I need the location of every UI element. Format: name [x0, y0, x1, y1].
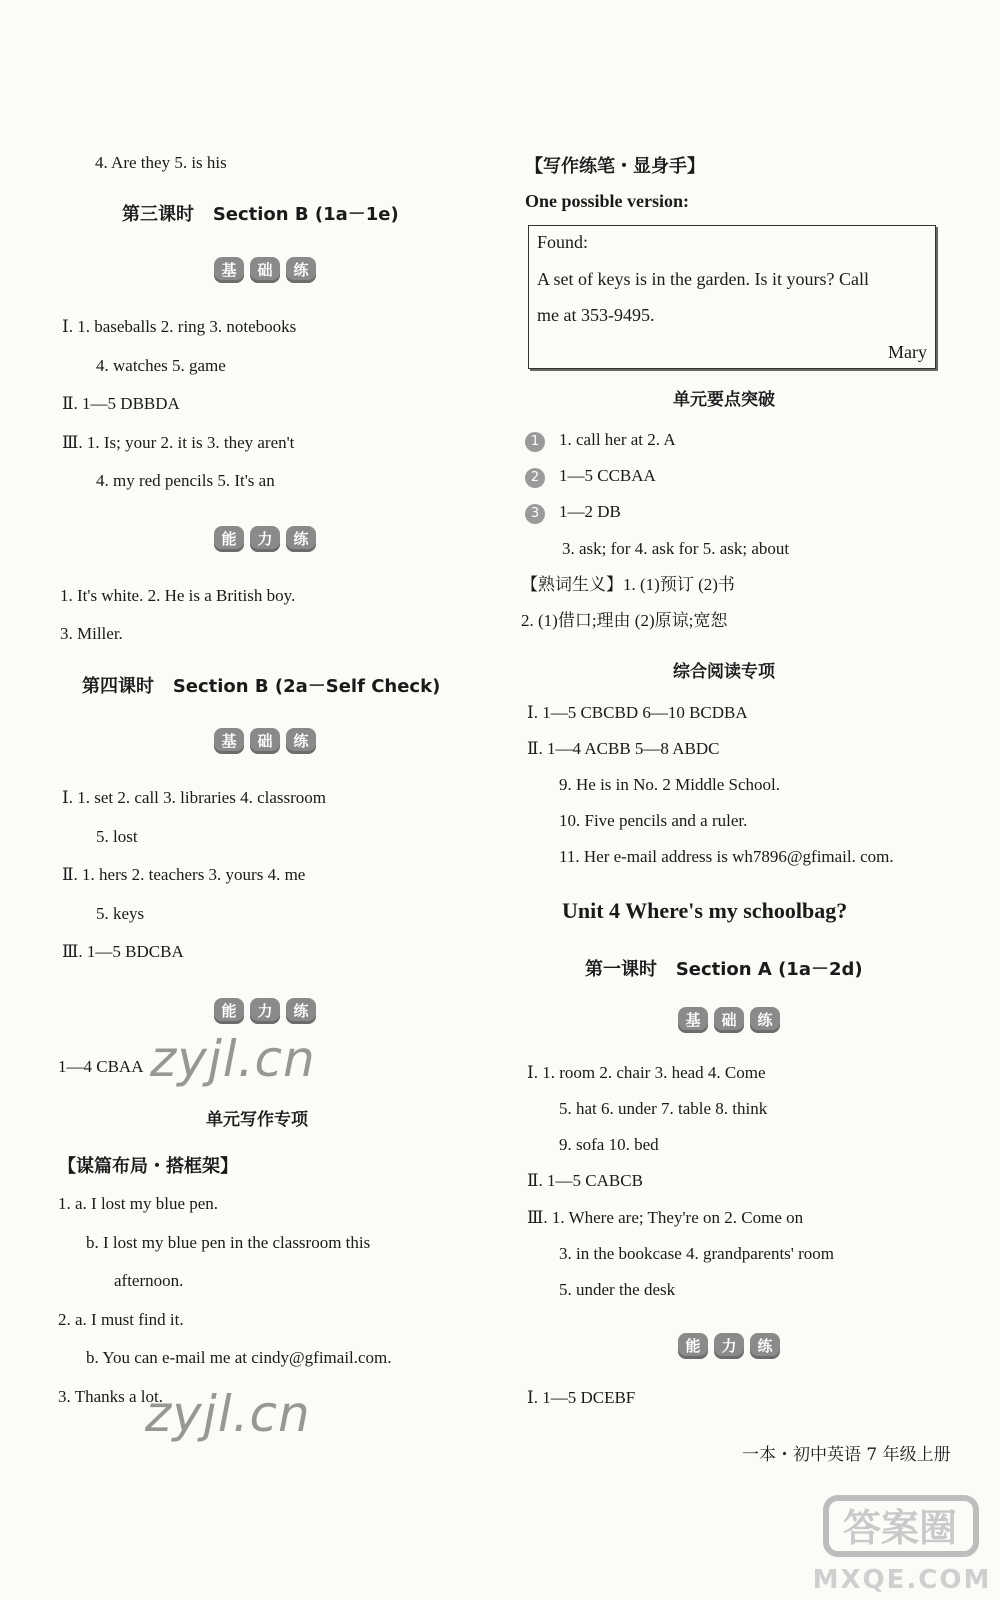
logo-text: 答案圈 [842, 1506, 958, 1550]
answer-line: 9. sofa 10. bed [559, 1135, 659, 1154]
lesson4-en: Section B (2a－Self Check) [172, 676, 441, 697]
badge-char: 力 [714, 1333, 744, 1359]
answer-line: Ⅲ. 1. Is; your 2. it is 3. they aren't [62, 433, 295, 452]
answer-line: Ⅲ. 1. Where are; They're on 2. Come on [527, 1208, 804, 1227]
notice-signature: Mary [888, 342, 927, 362]
page-footer: 一本・初中英语 7 年级上册 [742, 1445, 951, 1465]
answer-line: 10. Five pencils and a ruler. [559, 811, 748, 830]
lesson3-en: Section B (1a－1e) [212, 204, 399, 225]
answer-text: 1—5 CCBAA [559, 466, 656, 485]
answer-line: 3. in the bookcase 4. grandparents' room [559, 1244, 834, 1263]
badge-char: 练 [286, 728, 316, 754]
svg-text:MXQE.COM: MXQE.COM [812, 1565, 992, 1595]
lesson4-heading [82, 672, 440, 698]
answer-line: 1—4 CBAA [58, 1057, 144, 1076]
answer-line: Ⅱ. 1—4 ACBB 5—8 ABDC [527, 739, 720, 758]
answer-line: 5. hat 6. under 7. table 8. think [559, 1099, 768, 1118]
answer-text: 1—2 DB [559, 502, 621, 521]
version-label: One possible version: [525, 191, 690, 211]
reading-section-title: 综合阅读专项 [673, 662, 775, 682]
right-column [521, 0, 1000, 1600]
badge-ability-practice [678, 1333, 780, 1359]
answer-line: 4. my red pencils 5. It's an [96, 471, 275, 490]
answer-line: 4. Are they 5. is his [95, 153, 227, 172]
answer-line: 3. Thanks a lot. [58, 1387, 163, 1406]
badge-char: 础 [250, 728, 280, 754]
badge-char: 基 [214, 728, 244, 754]
badge-basic-practice [214, 257, 316, 283]
lesson1-cn: 第一课时 [585, 959, 657, 980]
site-logo-icon [812, 1478, 1000, 1600]
badge-char: 础 [250, 257, 280, 283]
answer-line: Ⅲ. 1—5 BDCBA [62, 942, 184, 961]
badge-basic-practice [678, 1007, 780, 1033]
number-circle-icon: 1 [525, 432, 545, 452]
number-circle-icon: 2 [525, 468, 545, 488]
answer-text: 1. call her at 2. A [559, 430, 676, 449]
framework-heading: 【谋篇布局・搭框架】 [58, 1156, 238, 1177]
answer-line: 9. He is in No. 2 Middle School. [559, 775, 780, 794]
practice-heading: 【写作练笔・显身手】 [525, 156, 705, 177]
answer-line: 2. a. I must find it. [58, 1310, 184, 1329]
answer-line: Ⅰ. 1—5 CBCBD 6—10 BCDBA [527, 703, 748, 722]
answer-line: 1. It's white. 2. He is a British boy. [60, 586, 296, 605]
lesson4-cn: 第四课时 [82, 676, 154, 697]
answer-line: 11. Her e-mail address is wh7896@gfimail. com. [559, 847, 894, 866]
answer-line: b. You can e-mail me at cindy@gfimail.com. [86, 1348, 392, 1367]
badge-char: 能 [214, 998, 244, 1024]
badge-ability-practice [214, 998, 316, 1024]
answer-line: b. I lost my blue pen in the classroom this [86, 1233, 371, 1252]
badge-char: 础 [714, 1007, 744, 1033]
number-circle-icon: 3 [525, 504, 545, 524]
badge-ability-practice [214, 526, 316, 552]
notice-line: Found: [537, 232, 589, 252]
notice-line: me at 353-9495. [537, 305, 655, 325]
answer-line: 4. watches 5. game [96, 356, 226, 375]
answer-line: Ⅱ. 1—5 DBBDA [62, 394, 180, 413]
watermark: zyjl.cn [145, 1385, 311, 1443]
answer-line: 5. lost [96, 827, 138, 846]
familiar-words-line: 【熟词生义】1. (1)预订 (2)书 [521, 575, 735, 594]
answer-line: afternoon. [114, 1271, 184, 1290]
watermark: zyjl.cn [150, 1030, 316, 1088]
badge-char: 力 [250, 526, 280, 552]
lesson1-en: Section A (1a－2d) [675, 959, 863, 980]
badge-char: 练 [750, 1333, 780, 1359]
badge-char: 基 [678, 1007, 708, 1033]
badge-basic-practice [214, 728, 316, 754]
answer-line: 1. a. I lost my blue pen. [58, 1194, 219, 1213]
key-points-title: 单元要点突破 [673, 390, 775, 410]
answer-line: Ⅱ. 1—5 CABCB [527, 1171, 643, 1190]
familiar-words-line: 2. (1)借口;理由 (2)原谅;宽恕 [521, 611, 728, 630]
key-point-row [525, 429, 676, 452]
key-point-row [525, 501, 621, 524]
answer-line: 5. under the desk [559, 1280, 676, 1299]
writing-section-title: 单元写作专项 [206, 1110, 308, 1130]
answer-line: 5. keys [96, 904, 145, 923]
badge-char: 能 [678, 1333, 708, 1359]
found-notice-box [528, 225, 936, 369]
badge-char: 基 [214, 257, 244, 283]
answer-line: 3. ask; for 4. ask for 5. ask; about [562, 539, 790, 558]
lesson1-heading [585, 955, 863, 981]
answer-line: Ⅰ. 1. set 2. call 3. libraries 4. classroom [62, 788, 327, 807]
lesson3-heading [122, 200, 399, 226]
answer-line: Ⅰ. 1—5 DCEBF [527, 1388, 636, 1407]
badge-char: 练 [750, 1007, 780, 1033]
key-point-row [525, 465, 656, 488]
answer-line: Ⅱ. 1. hers 2. teachers 3. yours 4. me [62, 865, 306, 884]
answer-line: Ⅰ. 1. room 2. chair 3. head 4. Come [527, 1063, 766, 1082]
notice-line: A set of keys is in the garden. Is it yours? Call [537, 269, 869, 289]
answer-line: Ⅰ. 1. baseballs 2. ring 3. notebooks [62, 317, 297, 336]
badge-char: 能 [214, 526, 244, 552]
answer-line: 3. Miller. [60, 624, 123, 643]
badge-char: 练 [286, 526, 316, 552]
badge-char: 练 [286, 257, 316, 283]
badge-char: 练 [286, 998, 316, 1024]
lesson3-cn: 第三课时 [122, 204, 194, 225]
badge-char: 力 [250, 998, 280, 1024]
unit4-title: Unit 4 Where's my schoolbag? [562, 898, 848, 923]
